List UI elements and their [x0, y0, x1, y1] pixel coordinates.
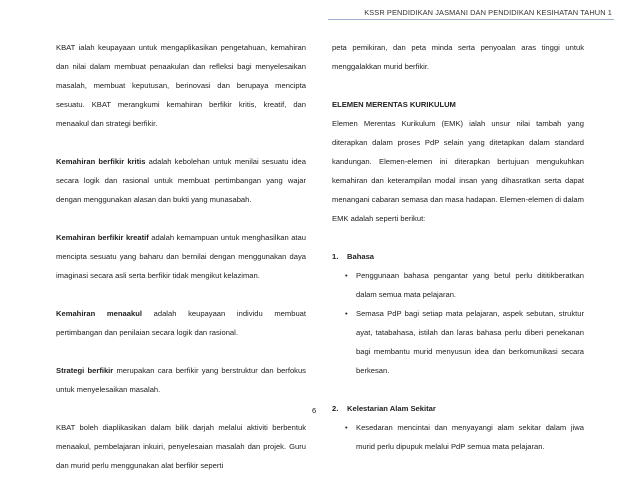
thinking-strategy-text: merupakan cara berfikir yang berstruktur dan berfokus untuk menyelesaikan masalah.	[56, 366, 306, 394]
section-environment-heading	[332, 399, 584, 418]
bahasa-bullet-list	[332, 266, 584, 380]
right-column	[332, 38, 584, 475]
list-item	[345, 304, 584, 380]
bullet-icon: •	[345, 423, 348, 432]
reasoning-text: adalah keupayaan individu membuat pertimbangan dan penilaian secara logik dan rasional.	[56, 309, 306, 337]
section-title: Bahasa	[347, 252, 375, 261]
creative-thinking-term: Kemahiran berfikir kreatif	[56, 233, 149, 242]
reasoning-paragraph	[56, 304, 306, 342]
environment-bullet-list	[332, 418, 584, 456]
reasoning-term: Kemahiran menaakul	[56, 309, 142, 318]
kbat-application-paragraph: KBAT boleh diaplikasikan dalam bilik darjah melalui aktiviti berbentuk menaakul, pembelajaran inkuiri, penyelesaian masalah dan projek. Guru dan murid perlu menggunakan alat berfikir seperti	[56, 423, 306, 470]
section-heading: ELEMEN MERENTAS KURIKULUM	[332, 100, 456, 109]
section-number: 1.	[332, 252, 339, 261]
creative-thinking-paragraph	[56, 228, 306, 285]
bullet-icon: •	[345, 309, 348, 318]
thinking-strategy-paragraph	[56, 361, 306, 399]
section-title: Kelestarian Alam Sekitar	[347, 404, 436, 413]
page-number: 6	[312, 406, 317, 415]
section-number: 2.	[332, 404, 339, 413]
list-item-text: Penggunaan bahasa pengantar yang betul perlu dititikberatkan dalam semua mata pelajaran.	[356, 271, 584, 299]
list-item	[345, 418, 584, 456]
running-header: KSSR PENDIDIKAN JASMANI DAN PENDIDIKAN KESIHATAN TAHUN 1	[364, 8, 612, 17]
continued-paragraph: peta pemikiran, dan peta minda serta penyoalan aras tinggi untuk menggalakkan murid berfikir.	[332, 43, 584, 71]
thinking-strategy-term: Strategi berfikir	[56, 366, 114, 375]
bullet-icon: •	[345, 271, 348, 280]
critical-thinking-term: Kemahiran berfikir kritis	[56, 157, 146, 166]
emk-intro-paragraph: Elemen Merentas Kurikulum (EMK) ialah unsur nilai tambah yang diterapkan dalam proses PdP selain yang ditetapkan dalam standard kandungan. Elemen-elemen ini diterapkan bertujuan mengukuhkan kemahiran dan keterampilan modal insan yang dihasratkan serta dapat menangani cabaran semasa dan masa hadapan. Elemen-elemen di dalam EMK adalah seperti berikut:	[332, 119, 584, 223]
kbat-intro-paragraph: KBAT ialah keupayaan untuk mengaplikasikan pengetahuan, kemahiran dan nilai dalam membuat penaakulan dan refleksi bagi menyelesaikan masalah, membuat keputusan, berinovasi dan berupaya mencipta sesuatu. KBAT merangkumi kemahiran berfikir kritis, kreatif, dan menaakul dan strategi berfikir.	[56, 43, 306, 128]
section-bahasa-heading	[332, 247, 584, 266]
list-item-text: Semasa PdP bagi setiap mata pelajaran, aspek sebutan, struktur ayat, tatabahasa, istilah dan laras bahasa perlu diberi penekanan bagi membantu murid menyusun idea dan berkomunikasi secara berkesan.	[356, 309, 584, 375]
left-column	[56, 38, 306, 494]
list-item	[345, 266, 584, 304]
critical-thinking-text: adalah kebolehan untuk menilai sesuatu idea secara logik dan rasional untuk membuat pertimbangan yang wajar dengan menggunakan alasan dan bukti yang munasabah.	[56, 157, 306, 204]
list-item-text: Kesedaran mencintai dan menyayangi alam sekitar dalam jiwa murid perlu dipupuk melalui PdP semua mata pelajaran.	[356, 423, 584, 451]
critical-thinking-paragraph	[56, 152, 306, 209]
creative-thinking-text: adalah kemampuan untuk menghasilkan atau mencipta sesuatu yang baharu dan bernilai dengan menggunakan daya imaginasi secara asli serta berfikir tidak mengikut kelaziman.	[56, 233, 306, 280]
header-rule	[328, 19, 614, 20]
